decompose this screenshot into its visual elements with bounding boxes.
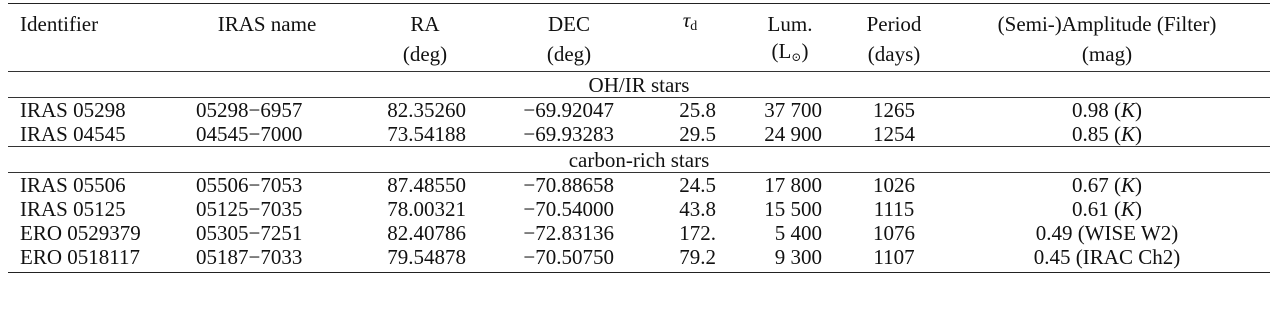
col-header-dec: DEC	[548, 11, 590, 36]
table-row	[8, 245, 1270, 273]
col-header-tau	[644, 4, 736, 40]
col-header-amplitude: (Semi-)Amplitude (Filter)	[997, 11, 1217, 36]
cell-amplitude	[944, 122, 1270, 147]
filter-open-paren: (	[1113, 173, 1121, 197]
cell-identifier: IRAS 05298	[20, 98, 126, 122]
col-unit-identifier	[8, 39, 178, 72]
section-title: carbon-rich stars	[568, 148, 710, 172]
table-row	[8, 197, 1270, 221]
cell-luminosity: 24 900	[764, 122, 822, 146]
cell-amplitude	[944, 197, 1270, 221]
col-header-identifier: Identifier	[20, 11, 99, 36]
cell-tau: 29.5	[679, 122, 716, 146]
cell-identifier: ERO 0518117	[20, 245, 140, 269]
table-row	[8, 122, 1270, 147]
star-properties-table	[8, 3, 1270, 273]
cell-dec: −70.50750	[523, 245, 614, 269]
col-unit-amplitude: (mag)	[1081, 42, 1133, 66]
section-header-row	[8, 72, 1270, 98]
amplitude-value: 0.61	[1071, 197, 1109, 221]
cell-iras-name: 05305−7251	[196, 221, 303, 245]
section-title: OH/IR stars	[588, 73, 690, 97]
amplitude-value: 0.67	[1071, 173, 1109, 197]
col-unit-period: (days)	[867, 42, 921, 66]
filter-name: K	[1120, 98, 1135, 122]
cell-period: 1265	[873, 98, 915, 122]
cell-ra: 87.48550	[387, 173, 466, 197]
cell-period: 1026	[873, 173, 915, 197]
col-header-ra: RA	[410, 11, 440, 36]
cell-iras-name: 04545−7000	[196, 122, 303, 146]
table-row	[8, 98, 1270, 123]
cell-period: 1076	[873, 221, 915, 245]
data-table-container	[8, 0, 1270, 273]
cell-luminosity: 17 800	[764, 173, 822, 197]
cell-tau: 24.5	[679, 173, 716, 197]
cell-ra: 78.00321	[387, 197, 466, 221]
table-row	[8, 173, 1270, 198]
filter-name: WISE W2	[1084, 221, 1172, 245]
cell-luminosity: 5 400	[774, 221, 822, 245]
cell-dec: −69.92047	[523, 98, 614, 122]
filter-name: K	[1120, 173, 1135, 197]
filter-open-paren: (	[1075, 245, 1083, 269]
cell-tau: 43.8	[679, 197, 716, 221]
cell-identifier: IRAS 05125	[20, 197, 126, 221]
filter-close-paren: )	[1171, 221, 1179, 245]
filter-close-paren: )	[1135, 173, 1142, 197]
cell-amplitude	[944, 245, 1270, 273]
filter-close-paren: )	[1135, 122, 1142, 146]
filter-open-paren: (	[1077, 221, 1085, 245]
cell-dec: −70.54000	[523, 197, 614, 221]
cell-tau: 79.2	[679, 245, 716, 269]
lum-unit-suffix: )	[801, 39, 809, 63]
filter-name: K	[1120, 197, 1135, 221]
cell-amplitude	[944, 98, 1270, 123]
table-row	[8, 221, 1270, 245]
table-body	[8, 72, 1270, 273]
cell-amplitude	[944, 173, 1270, 198]
filter-close-paren: )	[1173, 245, 1181, 269]
filter-name: IRAC Ch2	[1082, 245, 1174, 269]
tau-subscript: d	[690, 19, 698, 34]
col-unit-tau	[644, 39, 736, 72]
cell-ra: 82.40786	[387, 221, 466, 245]
cell-amplitude	[944, 221, 1270, 245]
cell-period: 1254	[873, 122, 915, 146]
col-unit-lum	[736, 39, 844, 72]
cell-period: 1115	[873, 197, 915, 221]
filter-open-paren: (	[1113, 122, 1121, 146]
tau-symbol: τ	[682, 8, 691, 32]
cell-iras-name: 05125−7035	[196, 197, 303, 221]
cell-luminosity: 9 300	[774, 245, 822, 269]
amplitude-value: 0.49	[1035, 221, 1073, 245]
col-unit-dec: (deg)	[546, 42, 592, 66]
cell-ra: 79.54878	[387, 245, 466, 269]
cell-identifier: IRAS 04545	[20, 122, 126, 146]
filter-open-paren: (	[1113, 98, 1121, 122]
solar-symbol: ⊙	[791, 50, 802, 64]
amplitude-value: 0.98	[1071, 98, 1109, 122]
col-header-period: Period	[866, 11, 922, 36]
cell-tau: 172.	[679, 221, 716, 245]
cell-iras-name: 05187−7033	[196, 245, 303, 269]
filter-name: K	[1120, 122, 1135, 146]
section-header-row	[8, 147, 1270, 173]
cell-tau: 25.8	[679, 98, 716, 122]
cell-luminosity: 15 500	[764, 197, 822, 221]
col-header-iras-name: IRAS name	[217, 11, 317, 36]
lum-unit-prefix: (L	[771, 39, 792, 63]
filter-close-paren: )	[1135, 197, 1142, 221]
amplitude-value: 0.45	[1033, 245, 1071, 269]
cell-dec: −70.88658	[523, 173, 614, 197]
cell-identifier: ERO 0529379	[20, 221, 141, 245]
cell-identifier: IRAS 05506	[20, 173, 126, 197]
table-header	[8, 4, 1270, 72]
cell-dec: −72.83136	[523, 221, 614, 245]
col-unit-iras-name	[178, 39, 356, 72]
cell-iras-name: 05298−6957	[196, 98, 303, 122]
filter-open-paren: (	[1113, 197, 1121, 221]
filter-close-paren: )	[1135, 98, 1142, 122]
col-unit-ra: (deg)	[402, 42, 448, 66]
amplitude-value: 0.85	[1071, 122, 1109, 146]
col-header-lum: Lum.	[767, 11, 813, 36]
cell-luminosity: 37 700	[764, 98, 822, 122]
cell-ra: 73.54188	[387, 122, 466, 146]
cell-iras-name: 05506−7053	[196, 173, 303, 197]
cell-dec: −69.93283	[523, 122, 614, 146]
cell-period: 1107	[873, 245, 915, 269]
cell-ra: 82.35260	[387, 98, 466, 122]
